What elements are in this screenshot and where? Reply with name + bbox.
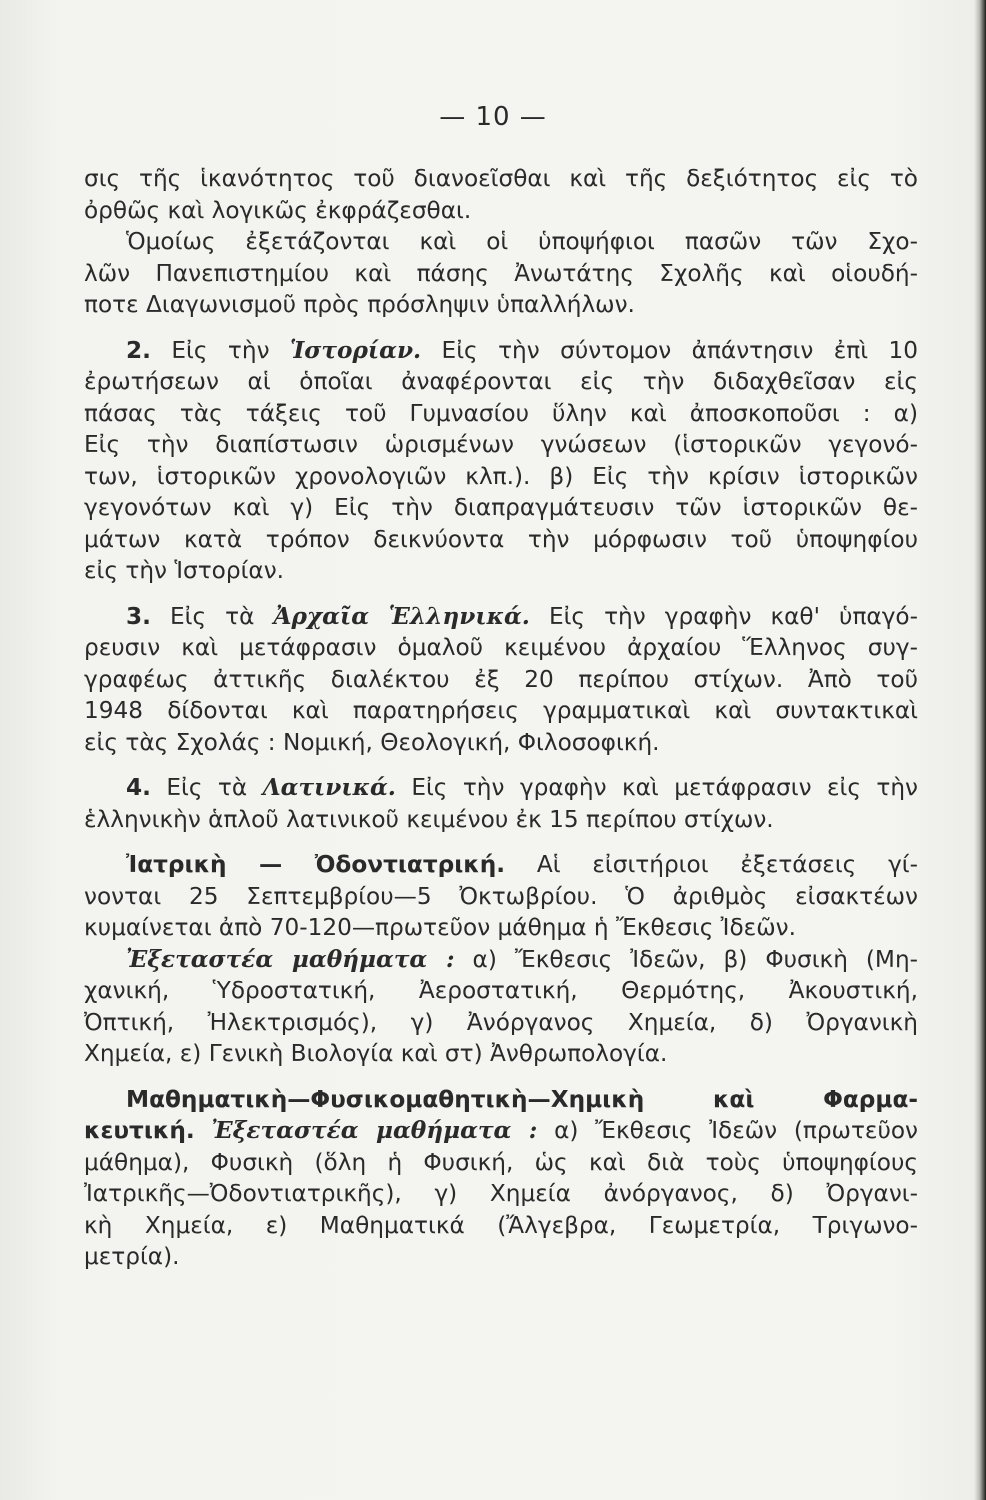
section-heading-italic: Ἀρχαῖα Ἑλληνικά.	[273, 602, 530, 630]
section-heading: Εἰς τὰ	[170, 602, 255, 630]
text-line: πάσας τὰς τάξεις τοῦ Γυμνασίου ὕλην καὶ ἀποσκοποῦσι : α)	[84, 399, 918, 427]
text-line: 1948 δίδονται καὶ παρατηρήσεις γραμματικαὶ καὶ συντακτικαὶ	[84, 697, 918, 724]
section-heading-italic: Λατινικά.	[262, 774, 396, 801]
section-heading: Εἰς τὴν	[171, 336, 270, 364]
section-number: 3.	[126, 602, 151, 630]
text-line: ὀρθῶς καὶ λογικῶς ἐκφράζεσθαι.	[84, 196, 472, 224]
text-line: κὴ Χημεία, ε) Μαθηματικά (Ἄλγεβρα, Γεωμετρία, Τριγωνο-	[84, 1211, 918, 1239]
faculty-heading: Ἰατρικὴ — Ὀδοντιατρική.	[126, 851, 506, 878]
text-fragment: Εἰς τὴν σύντομον ἀπάντησιν ἐπὶ 10	[441, 336, 918, 364]
text-line: μάτων κατὰ τρόπον δεικνύοντα τὴν μόρφωσιν τοῦ ὑποψηφίου	[84, 525, 918, 553]
subjects-heading: Ἐξεταστέα μαθήματα :	[126, 945, 455, 973]
text-line: ἐρωτήσεων αἱ ὁποῖαι ἀναφέρονται εἰς τὴν διδαχθεῖσαν εἰς	[84, 368, 918, 395]
text-line: ρευσιν καὶ μετάφρασιν ὁμαλοῦ κειμένου ἀρχαίου Ἕλληνος συγ-	[84, 634, 918, 661]
text-line: εἰς τὰς Σχολάς : Νομική, Θεολογική, Φιλοσοφική.	[84, 728, 660, 756]
paragraph-medicine-subjects	[84, 944, 918, 1070]
text-line	[84, 944, 918, 976]
text-line: ποτε Διαγωνισμοῦ πρὸς πρόσληψιν ὑπαλλήλων.	[84, 291, 635, 318]
text-line: εἰς τὴν Ἱστορίαν.	[84, 557, 285, 584]
paragraph-ancient-greek	[84, 601, 918, 759]
text-line	[84, 849, 918, 881]
body-text	[84, 163, 918, 1273]
text-line: γραφέως ἀττικῆς διαλέκτου ἐξ 20 περίπου στίχων. Ἀπὸ τοῦ	[84, 665, 918, 693]
paragraph-latin	[84, 772, 918, 835]
text-line: Εἰς τὴν διαπίστωσιν ὡρισμένων γνώσεων (ἱστορικῶν γεγονό-	[84, 431, 918, 458]
text-line	[84, 601, 918, 633]
paragraph-1	[84, 163, 918, 226]
text-line: χανική, Ὑδροστατική, Ἀεροστατική, Θερμότης, Ἀκουστική,	[84, 977, 918, 1004]
subjects-heading: Ἐξεταστέα μαθήματα :	[211, 1117, 538, 1144]
text-fragment: Εἰς τὴν γραφὴν καθ' ὑπαγό-	[548, 602, 918, 630]
page-number: — 10 —	[439, 102, 547, 132]
paragraph-medicine	[84, 849, 918, 944]
section-number: 2.	[126, 336, 151, 364]
text-line: μετρία).	[84, 1243, 180, 1270]
text-line	[84, 335, 918, 367]
text-line: νονται 25 Σεπτεμβρίου—5 Ὀκτωβρίου. Ὁ ἀριθμὸς εἰσακτέων	[84, 882, 918, 910]
text-line: γεγονότων καὶ γ) Εἰς τὴν διαπραγμάτευσιν τῶν ἱστορικῶν θε-	[84, 494, 918, 521]
section-heading: Εἰς τὰ	[166, 774, 248, 801]
text-line: ἑλληνικὴν ἁπλοῦ λατινικοῦ κειμένου ἐκ 15 περίπου στίχων.	[84, 805, 774, 833]
text-line: Ὀπτική, Ἠλεκτρισμός), γ) Ἀνόργανος Χημεία, δ) Ὀργανικὴ	[84, 1008, 918, 1036]
paragraph-2	[84, 226, 918, 321]
text-fragment: α) Ἔκθεσις Ἰδεῶν, β) Φυσικὴ (Μη-	[472, 945, 919, 973]
text-fragment: Αἱ εἰσιτήριοι ἐξετάσεις γί-	[536, 851, 919, 878]
section-heading-italic: Ἱστορίαν.	[289, 336, 422, 364]
text-line: κυμαίνεται ἀπὸ 70-120—πρωτεῦον μάθημα ἡ Ἔκθεσις Ἰδεῶν.	[84, 914, 796, 941]
text-fragment: Εἰς τὴν γραφὴν καὶ μετάφρασιν εἰς τὴν	[411, 774, 918, 801]
section-number: 4.	[126, 774, 151, 801]
text-line: σις τῆς ἱκανότητος τοῦ διανοεῖσθαι καὶ τῆς δεξιότητος εἰς τὸ	[84, 165, 918, 192]
text-line: μάθημα), Φυσικὴ (ὅλη ἡ Φυσική, ὡς καὶ διὰ τοὺς ὑποψηφίους	[84, 1148, 918, 1176]
text-line	[84, 772, 918, 804]
text-line	[84, 1115, 918, 1147]
paragraph-mathematics	[84, 1084, 918, 1273]
text-line: Ἰατρικῆς—Ὀδοντιατρικῆς), γ) Χημεία ἀνόργανος, δ) Ὀργανι-	[84, 1180, 918, 1207]
page-edge-shadow	[974, 0, 986, 1500]
faculty-heading: κευτική.	[84, 1117, 195, 1144]
text-fragment: α) Ἔκθεσις Ἰδεῶν (πρωτεῦον	[554, 1117, 919, 1144]
paragraph-history	[84, 335, 918, 587]
text-line: Ὁμοίως ἐξετάζονται καὶ οἱ ὑποψήφιοι πασῶν τῶν Σχο-	[126, 228, 918, 255]
faculty-heading: Μαθηματικὴ—Φυσικομαθητικὴ—Χημικὴ καὶ Φαρμα-	[126, 1085, 918, 1113]
text-line: Χημεία, ε) Γενικὴ Βιολογία καὶ στ) Ἀνθρωπολογία.	[84, 1040, 668, 1067]
text-line: των, ἱστορικῶν χρονολογιῶν κλπ.). β) Εἰς τὴν κρίσιν ἱστορικῶν	[84, 462, 918, 490]
text-line: λῶν Πανεπιστημίου καὶ πάσης Ἀνωτάτης Σχολῆς καὶ οἱουδή-	[84, 259, 918, 287]
